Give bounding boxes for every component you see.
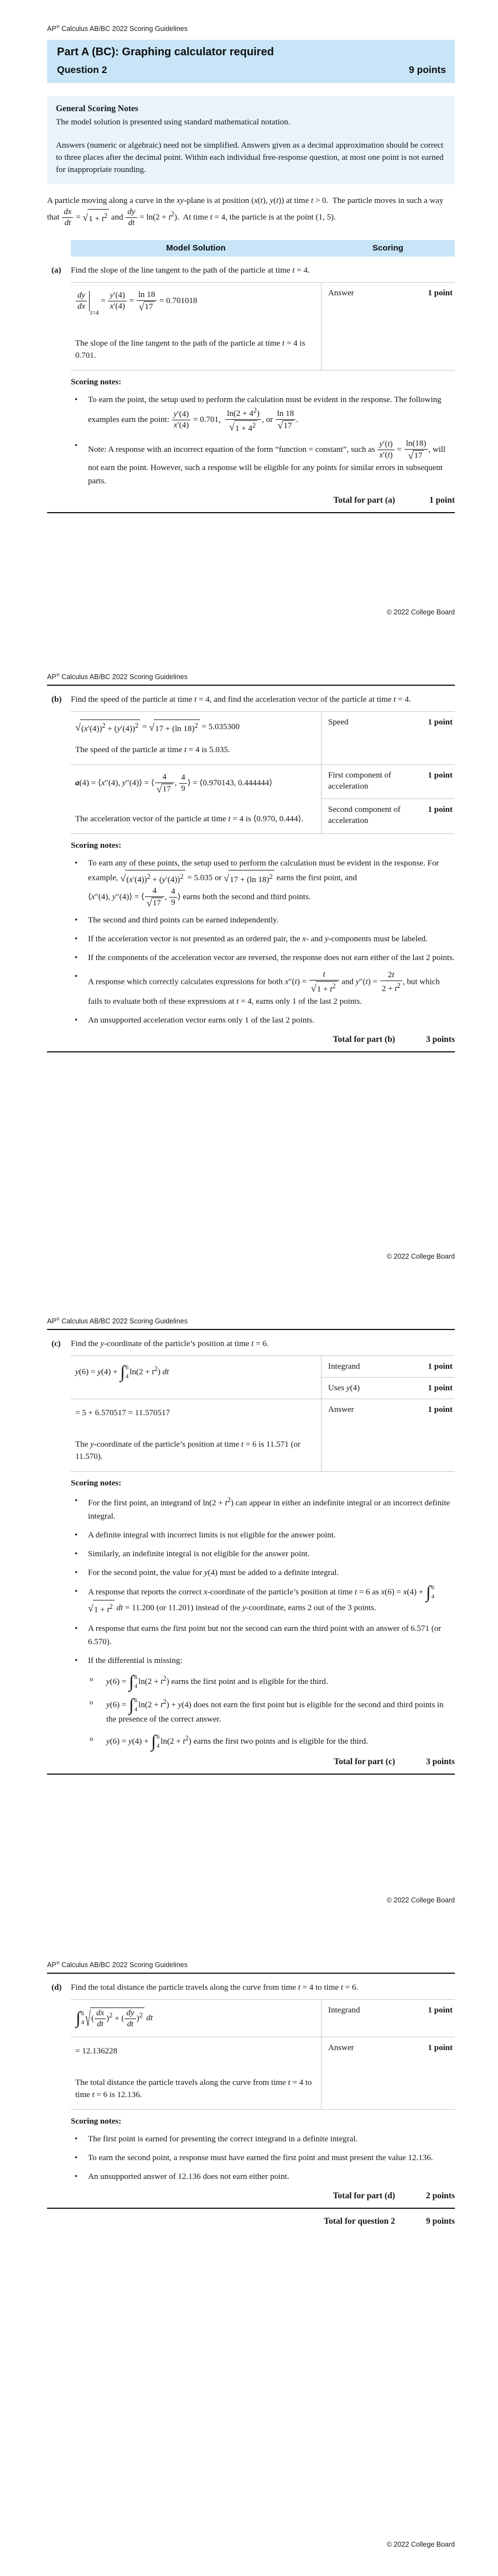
scoring-label: Answer <box>328 2043 354 2053</box>
scoring-cell <box>321 283 455 370</box>
scoring-cell <box>321 1377 455 1399</box>
table-row <box>71 1399 455 1471</box>
part-a-scoring-notes <box>71 378 455 488</box>
scoring-cell <box>321 1356 455 1377</box>
part-c-prompt-row <box>47 1338 455 1350</box>
copyright: © 2022 College Board <box>386 608 455 616</box>
scoring-points: 1 point <box>428 1362 453 1371</box>
part-c-total-row <box>71 1757 455 1767</box>
scoring-cell <box>321 765 455 799</box>
doc-title: AP® Calculus AB/BC 2022 Scoring Guidelines <box>47 1960 188 1969</box>
table-row <box>71 1356 455 1399</box>
scoring-note: • Similarly, an indefinite integral is not eligible for the answer point. <box>71 1547 455 1561</box>
part-d-total-row <box>71 2191 455 2201</box>
part-a-solution-statement: The slope of the line tangent to the path of the particle at time t = 4 is 0.701. <box>75 338 305 361</box>
part-b-prompt-row <box>47 693 455 706</box>
part-b-acceleration-math: a(4) = ⟨x″(4), y″(4)⟩ = ⟨ 4 √ 17 , $\frac{4}{9}$ ⟩ = ⟨0.970143, 0.444444⟩ <box>75 772 273 795</box>
general-scoring-notes <box>47 96 455 184</box>
general-notes-p1: The model solution is presented using standard mathematical notation. <box>56 117 290 127</box>
header-rule <box>47 685 455 686</box>
total-points: 1 point <box>429 495 455 505</box>
scoring-cell <box>321 2000 455 2037</box>
scoring-note: • To earn the second point, a response must have earned the first point and must present the value 12.136. <box>71 2151 455 2165</box>
part-a-total-row <box>71 496 455 505</box>
column-model-solution: Model Solution <box>166 243 226 253</box>
part-c-solution-table <box>71 1355 455 1472</box>
part-title: Part A (BC): Graphing calculator required <box>57 46 274 59</box>
column-scoring: Scoring <box>372 243 403 253</box>
table-row <box>71 2000 455 2037</box>
scoring-cell <box>321 712 455 764</box>
scoring-notes-title: Scoring notes: <box>71 377 122 387</box>
scoring-label: Second component of acceleration <box>328 805 401 826</box>
scoring-points: 1 point <box>428 770 453 780</box>
page-1 <box>0 0 498 644</box>
scoring-subnote: o y(6) = y(4) + ∫ 6 4 $\ln(2 + t^2)$ earns the first two points and is eligible for the third. <box>88 1733 455 1749</box>
scoring-note <box>71 1654 455 1749</box>
part-a-solution-math: $\frac{dy}{dx}$ $_{t=4}$ = $\frac{y'(4)}{x'(4)}$ = ln 18 √ 17 = 0.701018 <box>75 289 312 319</box>
part-c-answer-statement: The y-coordinate of the particle’s position at time t = 6 is 11.571 (or 11.570). <box>75 1440 300 1462</box>
total-points: 9 points <box>426 2216 455 2226</box>
total-points: 3 points <box>426 1756 455 1766</box>
part-b-label: (b) <box>51 695 62 705</box>
page-2 <box>0 644 498 1288</box>
total-points: 3 points <box>426 1034 455 1044</box>
scoring-note: • To earn the point, the setup used to perform the calculation must be evident in the response. The following examples earn the point: $\frac{y'(4)}{x'(4)}$ = 0.701, $\ln(2 + 4^2)$ √ $1 + 4^2$ , or ln 18 √ 17 . <box>71 393 455 434</box>
table-row <box>71 283 455 370</box>
copyright: © 2022 College Board <box>386 1253 455 1260</box>
section-divider <box>47 2208 455 2209</box>
total-label: Total for question 2 <box>324 2216 395 2226</box>
part-b-speed-statement: The speed of the particle at time t = 4 is 5.035. <box>75 745 230 755</box>
scoring-points: 1 point <box>428 1405 453 1415</box>
part-d-prompt: Find the total distance the particle travels along the curve from time t = 4 to time t = 6. <box>71 1983 359 1993</box>
scoring-points: 1 point <box>428 1383 453 1393</box>
question-total-row <box>71 2217 455 2226</box>
scoring-note: • If the components of the acceleration vector are reversed, the response does not earn either of the last 2 points. <box>71 951 455 964</box>
part-d-answer-statement: The total distance the particle travels along the curve from time t = 4 to time t = 6 is 12.136. <box>75 2078 312 2100</box>
section-divider <box>47 512 455 513</box>
part-a-solution-table <box>71 282 455 371</box>
part-d-integral-math: ∫ 6 4 √ ( $\frac{dx}{dt}$ )$^2$ + ( $\frac{dy}{dt}$ )$^2$ dt <box>76 2006 153 2030</box>
scoring-note: • An unsupported acceleration vector earns only 1 of the last 2 points. <box>71 1014 455 1027</box>
scoring-points: 1 point <box>428 2043 453 2053</box>
scoring-points: 1 point <box>428 288 453 298</box>
part-b-solution-table <box>71 711 455 834</box>
section-divider <box>47 1774 455 1775</box>
total-label: Total for part (b) <box>333 1034 395 1044</box>
page-3 <box>0 1288 498 1932</box>
part-c-label: (c) <box>51 1339 61 1349</box>
total-label: Total for part (a) <box>333 495 395 505</box>
part-b-scoring-notes <box>71 841 455 1027</box>
part-a-prompt: Find the slope of the line tangent to the path of the particle at time t = 4. <box>71 266 310 275</box>
part-b-total-row <box>71 1035 455 1045</box>
scoring-note: • A response which correctly calculates expressions for both x″(t) = t √ $1 + t^2$ and y″(t) = $\frac{2t}{2 + t^2}$ , but which fails to evaluate both of these expressions at t = 4, earns only 1 of the last 2 points. <box>71 970 455 1008</box>
scoring-note: • A response that reports the correct x-coordinate of the particle’s position at time t = 6 as x(6) = x(4) + ∫ 6 4 √ $1 + t^2$ dt = 11.200 (or 11.201) instead of the y-coordinate, earns 2 out of the 3 points. <box>71 1585 455 1616</box>
scoring-note: • For the first point, an integrand of $\ln(2 + t^2)$ can appear in either an indefinite integral or an incorrect definite integral. <box>71 1494 455 1523</box>
part-c-scoring-notes <box>71 1479 455 1749</box>
scoring-subnote: o y(6) = ∫ 6 4 $\ln(2 + t^2)$ earns the first point and is eligible for the third. <box>88 1673 455 1689</box>
scoring-note: • A response that earns the first point but not the second can earn the third point with an answer of 6.571 (or 6.570). <box>71 1622 455 1649</box>
scoring-points: 1 point <box>428 717 453 727</box>
part-c-answer-math: = 5 + 6.570517 = 11.570517 <box>75 1409 170 1418</box>
scoring-cell <box>321 1399 455 1471</box>
doc-title: AP® Calculus AB/BC 2022 Scoring Guidelines <box>47 672 188 681</box>
scoring-note: • A definite integral with incorrect limits is not eligible for the answer point. <box>71 1529 455 1542</box>
part-c-prompt: Find the y-coordinate of the particle’s position at time t = 6. <box>71 1339 269 1349</box>
scoring-notes-title: Scoring notes: <box>71 841 122 850</box>
scoring-points: 1 point <box>428 805 453 815</box>
scoring-label: Integrand <box>328 2005 360 2015</box>
scoring-cell <box>321 799 455 833</box>
part-b-prompt: Find the speed of the particle at time t = 4, and find the acceleration vector of the particle at time t = 4. <box>71 695 411 705</box>
question-points: 9 points <box>408 64 446 76</box>
copyright: © 2022 College Board <box>386 1896 455 1904</box>
scoring-note: • The first point is earned for presenting the correct integrand in a definite integral. <box>71 2132 455 2146</box>
total-label: Total for part (c) <box>334 1756 395 1766</box>
scoring-cell <box>321 2037 455 2109</box>
scoring-label: Speed <box>328 717 349 727</box>
scoring-label: Uses y(4) <box>328 1383 360 1393</box>
scoring-label: First component of acceleration <box>328 770 392 791</box>
table-row <box>71 712 455 764</box>
scoring-note: • For the second point, the value for y(4) must be added to a definite integral. <box>71 1566 455 1579</box>
part-d-scoring-notes <box>71 2117 455 2183</box>
scoring-label: Answer <box>328 1405 354 1415</box>
scoring-note: • An unsupported answer of 12.136 does not earn either point. <box>71 2170 455 2183</box>
part-d-answer-math: = 12.136228 <box>75 2047 117 2056</box>
table-row <box>71 764 455 833</box>
scoring-note: • The second and third points can be earned independently. <box>71 914 455 927</box>
total-points: 2 points <box>426 2191 455 2200</box>
general-notes-p2: Answers (numeric or algebraic) need not be simplified. Answers given as a decimal approximation should be correct to three places after the decimal point. Within each individual free-response question, at most one point is not earned for inappropriate rounding. <box>56 141 444 174</box>
page-4 <box>0 1932 498 2576</box>
header-rule <box>47 1329 455 1330</box>
scoring-note: • To earn any of these points, the setup used to perform the calculation must be evident in the response. For example, √ $(x'(4))^2 + (y'(4))^2$ = 5.035 or √ 17 + (ln 18)$^2$ earns the first point, and ⟨x″(4), y″(4)⟩ = ⟨ 4 √ 17 , $\frac{4}{9}$ ⟩ earns both the second and third points. <box>71 857 455 909</box>
scoring-points: 1 point <box>428 2005 453 2015</box>
scoring-label: Answer <box>328 288 354 298</box>
question-label: Question 2 <box>57 64 107 76</box>
part-a-prompt-row <box>47 264 455 277</box>
scoring-note: • Note: A response with an incorrect equation of the form “function = constant”, such as $\frac{y'(t)}{x'(t)}$ = ln(18) √ 17 , will not earn the point. However, such a response will be eligible for any points for similar errors in subsequent parts. <box>71 439 455 488</box>
copyright: © 2022 College Board <box>386 2541 455 2548</box>
section-divider <box>47 1051 455 1052</box>
header-rule <box>47 1973 455 1974</box>
scoring-subnote: o y(6) = ∫ 6 4 $\ln(2 + t^2) + y(4)$ does not earn the first point but is eligible for the second and third points in the presence of the correct answer. <box>88 1696 455 1726</box>
scoring-note-lead: If the differential is missing: <box>88 1656 183 1665</box>
part-d-label: (d) <box>51 1983 62 1993</box>
part-c-integral-math: y(6) = y(4) + ∫ 6 4 $\ln(2 + t^2)$ dt <box>75 1362 169 1381</box>
part-a-label: (a) <box>51 266 61 275</box>
scoring-notes-title: Scoring notes: <box>71 1478 122 1488</box>
total-label: Total for part (d) <box>333 2191 395 2200</box>
table-row <box>71 2037 455 2109</box>
part-d-solution-table <box>71 1999 455 2110</box>
scoring-label: Integrand <box>328 1362 360 1371</box>
table-header-row <box>71 240 455 257</box>
general-notes-title: General Scoring Notes <box>56 104 138 114</box>
part-b-speed-math: √ $(x'(4))^2 + (y'(4))^2$ = √ 17 + (ln 18)$^2$ = 5.035300 <box>75 718 312 736</box>
part-banner <box>47 40 455 83</box>
doc-title: AP® Calculus AB/BC 2022 Scoring Guidelines <box>47 1317 188 1326</box>
scoring-notes-title: Scoring notes: <box>71 2116 122 2126</box>
scoring-note: • If the acceleration vector is not presented as an ordered pair, the x- and y-components must be labeled. <box>71 932 455 946</box>
part-b-acceleration-statement: The acceleration vector of the particle at time t = 4 is ⟨0.970, 0.444⟩. <box>75 815 304 824</box>
part-d-prompt-row <box>47 1981 455 1994</box>
problem-statement: A particle moving along a curve in the xy-plane is at position (x(t), y(t)) at time t > 0. The particle moves in such a way that $\frac{dx}{dt}$ = √ $1 + t^2$ and $\frac{dy}{dt}$ = $\ln(2 + t^2)$. At time t = 4, the particle is at the point (1, 5). <box>47 196 444 227</box>
doc-title: AP® Calculus AB/BC 2022 Scoring Guidelines <box>47 24 188 33</box>
